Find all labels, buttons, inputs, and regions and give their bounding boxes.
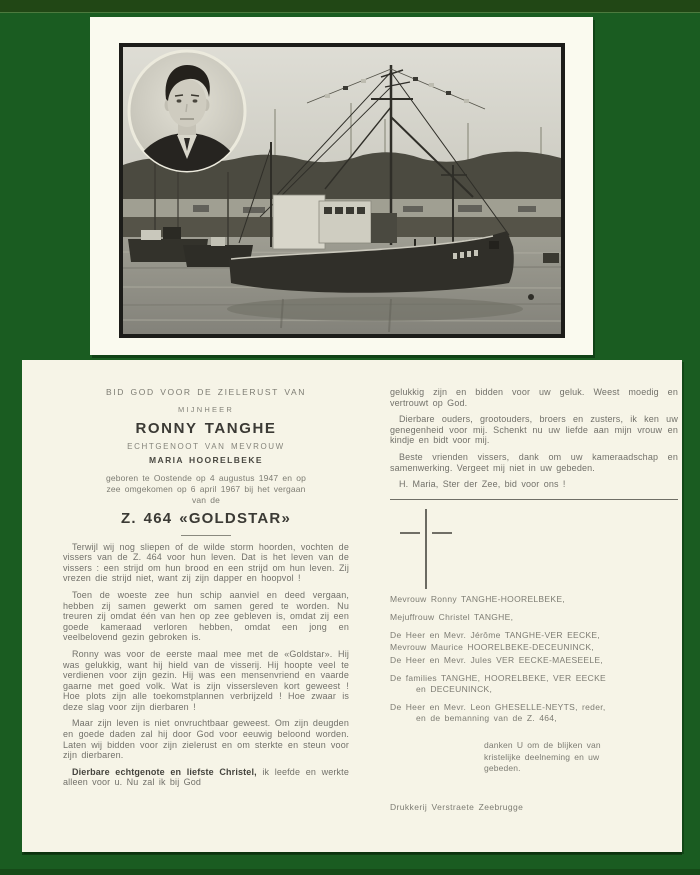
ship-name: Z. 464 «GOLDSTAR» [120, 509, 292, 527]
paragraph-parents: Dierbare ouders, grootouders, broers en zusters, ik ken uw genegenheid voor mij. Schenkt nu uw liefde aan mijn vrouw en kindje en bidt voor mij. [390, 414, 678, 446]
mourner-line: en de bemanning van de Z. 464, [416, 713, 557, 724]
spouse-name: MARIA HOORELBEKE [149, 455, 263, 466]
printer-credit: Drukkerij Verstraete Zeebrugge [390, 801, 524, 812]
paragraph-maria-prayer: H. Maria, Ster der Zee, bid voor ons ! [399, 479, 566, 490]
life-dates-line: zee omgekomen op 6 april 1967 bij het vergaan [106, 483, 306, 494]
paragraph-storm: Terwijl wij nog sliepen of de wilde storm hoorden, vochten de vissers van de Z. 464 voor hun leven. Dat is het leven van de vissers : een strijd om hun brood en een strijd om hun leven. Zij vrezen die strijd niet, want zij zijn dapper en hoopvol ! [63, 541, 349, 584]
thanks-line: danken U om de blijken van [484, 740, 601, 751]
buoy [528, 294, 534, 300]
paragraph-reward: Maar zijn leven is niet onvruchtbaar geweest. Om zijn deugden en goede daden zal hij door God voor eeuwig beloond worden. Laten wij bidden voor zijn zielerust en om sterkte en steun voor zijn dierbaren. [63, 718, 349, 761]
thanks-note [484, 740, 660, 775]
scan-edge-top [0, 0, 700, 13]
photo-card [90, 17, 593, 355]
mourner-line: en DECEUNINCK, [416, 684, 493, 695]
farewell-rest: ik leefde en werkte alleen voor u. Nu zal ik bij God [63, 766, 349, 788]
wheelhouse-white [273, 195, 325, 249]
harbor-photo [119, 43, 565, 338]
paragraph-farewell-wife [63, 767, 349, 788]
paragraph-wreck: Toen de woeste zee hun schip aanviel en deed vergaan, hebben zij samen gewerkt om samen gered te worden. Nu treuren zij omdat één van hen op zee gebleven is, omdat zij een goede kameraad verloren hebben, omdat een jong en veelbelovend gezin gebroken is. [63, 589, 349, 643]
card-left-page [63, 387, 349, 788]
mourning-names [390, 594, 678, 725]
mourner-line: Mejuffrouw Christel TANGHE, [390, 611, 514, 622]
farewell-lead: Dierbare echtgenote en liefste Christel, [72, 766, 257, 777]
mourner-line: De Heer en Mevr. Leon GHESELLE-NEYTS, reder, [390, 702, 606, 713]
mourner-line: De families TANGHE, HOORELBEKE, VER EECKE [390, 673, 607, 684]
trawler-harbor-scene [123, 47, 561, 334]
moored-boat-right [543, 253, 559, 263]
mourner-line: Mevrouw Maurice HOORELBEKE-DECEUNINCK, [390, 642, 595, 653]
spouse-intro: ECHTGENOOT VAN MEVROUW [127, 441, 285, 451]
thanks-line: kristelijke deelneming en uw [484, 751, 600, 762]
paragraph-fishermen: Beste vrienden vissers, dank om uw kameraadschap en samenwerking. Vergeet mij niet in uw gebeden. [390, 451, 678, 473]
life-dates-line: geboren te Oostende op 4 augustus 1947 en op [106, 472, 306, 483]
mourner-line: Mevrouw Ronny TANGHE-HOORELBEKE, [390, 593, 565, 604]
memorial-card [22, 360, 682, 852]
scan-edge-bottom [0, 869, 700, 875]
section-divider [181, 535, 231, 536]
memorial-cross-block [390, 500, 678, 592]
bow-anchor [489, 241, 499, 249]
thanks-line: gebeden. [484, 763, 521, 774]
deckhouse-aft [371, 213, 397, 243]
hull-reflection [227, 297, 523, 321]
honorific: MIJNHEER [178, 404, 234, 414]
card-right-page [390, 387, 678, 812]
deceased-name: RONNY TANGHE [135, 420, 277, 438]
paragraph-continuation: gelukkig zijn en bidden voor uw geluk. Weest moedig en vertrouwt op God. [390, 387, 678, 408]
pray-heading: BID GOD VOOR DE ZIELERUST VAN [105, 387, 307, 397]
life-dates [63, 473, 349, 506]
life-dates-line: van de [191, 494, 221, 505]
paragraph-ronny: Ronny was voor de eerste maal mee met de «Goldstar». Hij was gelukkig, want hij hield van de visserij. Hij hoopte veel te verdienen voor zijn gezin. Hij was een mensenvriend en vaarde gaarne met goed volk. Wat is zijn vissersleven kort geweest ! Hoe plots zijn alle toekomstplannen verbrijzeld ! Hoe zwaar is deze slag voor zijn dierbaren ! [63, 648, 349, 712]
portrait-photo [129, 51, 245, 173]
mourner-line: De Heer en Mevr. Jules VER EECKE-MAESEELE, [390, 655, 604, 666]
memorial-cross-icon [398, 507, 468, 591]
mourner-line: De Heer en Mevr. Jérôme TANGHE-VER EECKE, [390, 629, 601, 640]
